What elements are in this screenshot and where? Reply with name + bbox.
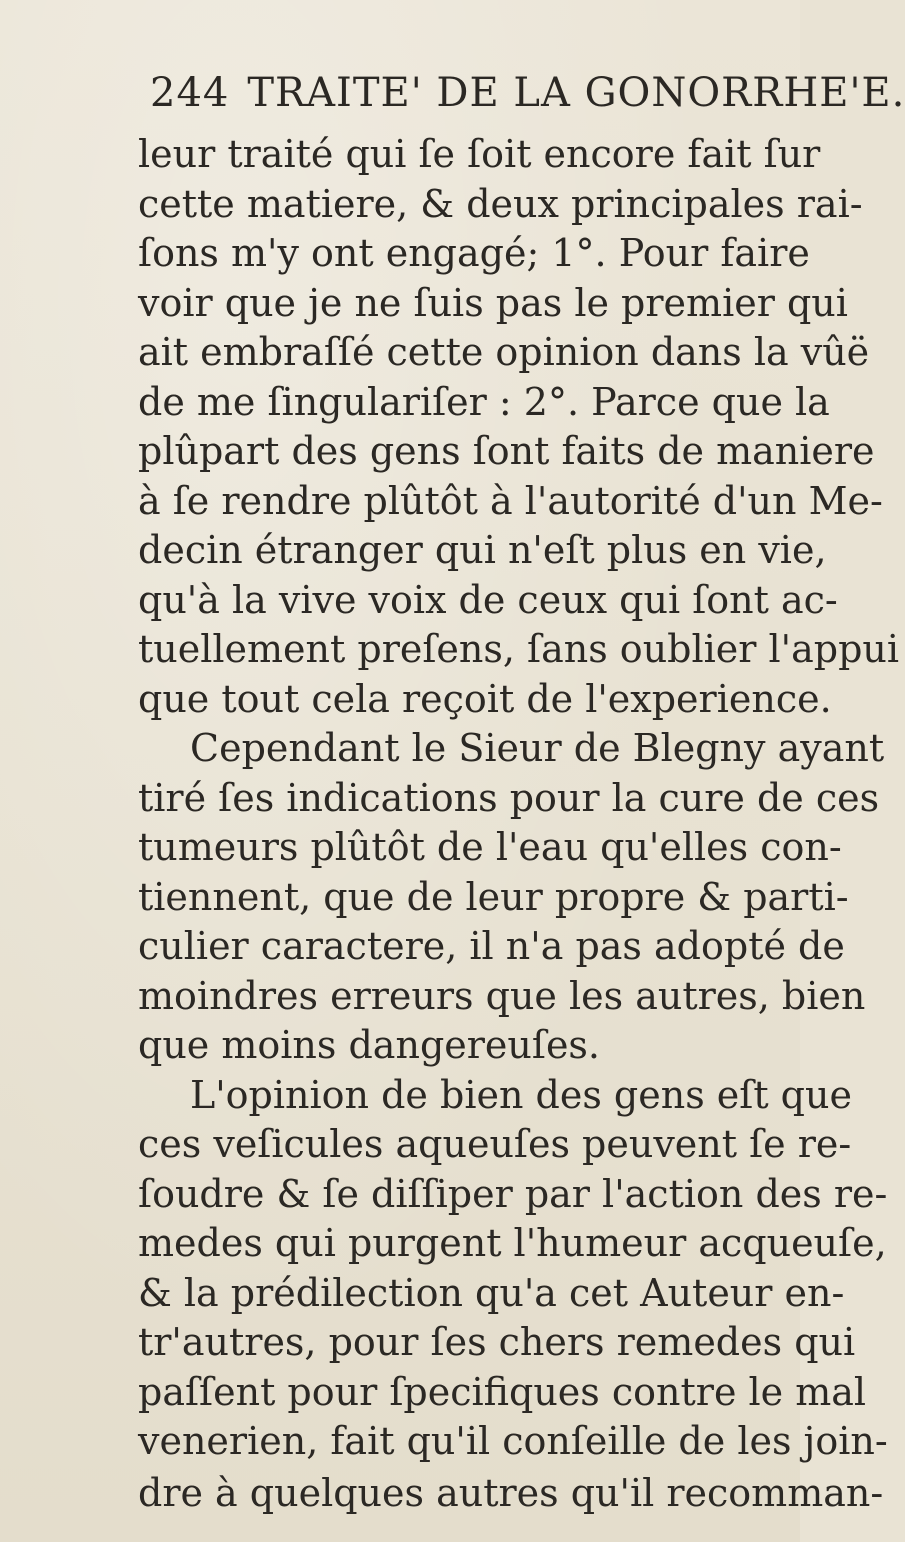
text-line: tr'autres, pour ſes chers remedes qui (138, 1320, 856, 1364)
text-line: paſſent pour ſpecifiques contre le mal (138, 1369, 867, 1414)
text-line: que tout cela reçoit de l'experience. (138, 676, 832, 721)
text-line: tumeurs plûtôt de l'eau qu'elles con- (138, 825, 842, 869)
page-number: 244 (150, 70, 230, 116)
paragraph-start-line: L'opinion de bien des gens eſt que (190, 1072, 852, 1117)
text-line: de me ſingulariſer : 2°. Parce que la (138, 379, 830, 424)
text-line: dre à quelques autres qu'il recomman- (138, 1470, 884, 1515)
text-line: moindres erreurs que les autres, bien (138, 973, 866, 1018)
text-line: medes qui purgent l'humeur acqueuſe, (138, 1221, 887, 1265)
text-line: decin étranger qui n'eſt plus en vie, (138, 528, 827, 572)
text-line: ces veſicules aqueuſes peuvent ſe re- (138, 1122, 852, 1166)
body-text (138, 130, 900, 1519)
text-line: leur traité qui ſe ſoit encore fait ſur (138, 132, 821, 176)
text-line: voir que je ne ſuis pas le premier qui (138, 280, 848, 325)
text-line: ſoudre & ſe diſſiper par l'action des re- (138, 1171, 888, 1216)
text-line: plûpart des gens ſont faits de maniere (138, 429, 875, 473)
text-line: ait embraſſé cette opinion dans la vûë (138, 330, 870, 374)
running-head (150, 70, 905, 116)
text-line: & la prédilection qu'a cet Auteur en- (138, 1270, 845, 1315)
text-line: venerien, fait qu'il conſeille de les join- (138, 1419, 888, 1463)
text-line: culier caractere, il n'a pas adopté de (138, 924, 845, 968)
text-line: à ſe rendre plûtôt à l'autorité d'un Me- (138, 478, 883, 523)
text-line: cette matiere, & deux principales rai- (138, 181, 863, 226)
text-line: ſons m'y ont engagé; 1°. Pour faire (138, 231, 810, 275)
paragraph-start-line: Cependant le Sieur de Blegny ayant (190, 726, 885, 770)
text-line: qu'à la vive voix de ceux qui ſont ac- (138, 577, 838, 622)
text-line: tiennent, que de leur propre & parti- (138, 874, 849, 919)
text-line: que moins dangereuſes. (138, 1023, 601, 1067)
text-line: tiré ſes indications pour la cure de ces (138, 775, 880, 820)
text-line: tuellement preſens, ſans oublier l'appui (138, 627, 900, 671)
running-title: TRAITE' DE LA GONORRHE'E. (247, 70, 905, 116)
